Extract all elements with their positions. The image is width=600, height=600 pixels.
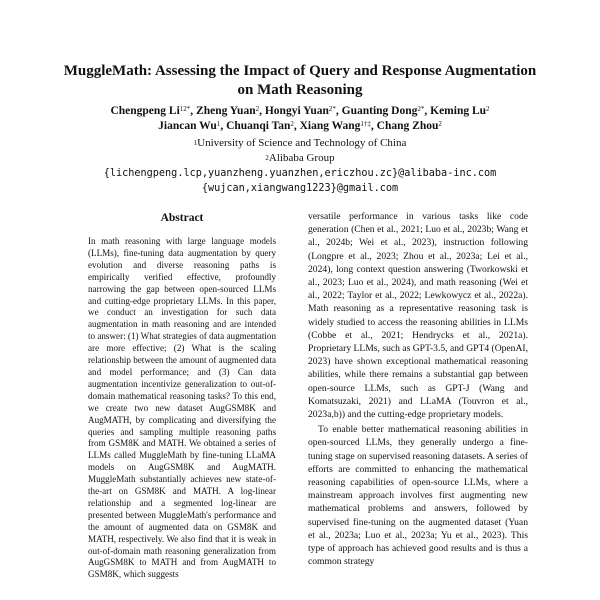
author-affiliation-mark: 2 (255, 105, 260, 113)
affiliation-list (0, 136, 600, 166)
author-name: Jiancan Wu (158, 120, 217, 132)
author-name: Hongyi Yuan (264, 105, 329, 117)
author-affiliation-mark: 2 (290, 120, 294, 128)
introduction-column (308, 210, 528, 568)
author-name: Chang Zhou (376, 120, 439, 132)
author-name: Guanting Dong (341, 105, 418, 117)
author-affiliation-mark: 1†‡ (360, 120, 371, 128)
author-affiliation-mark: 2 (486, 105, 490, 113)
author-name: Chengpeng Li (110, 105, 180, 117)
abstract-heading: Abstract (160, 212, 204, 224)
authors-line-1: Chengpeng $Li^{12*}$, Zheng Yuan$^2$, Hongyi Yuan$^{2*}$, Guanting Dong$^{2*}$, Keming Lu$^2$ (110, 105, 490, 117)
affiliation (0, 136, 600, 151)
author-affiliation-mark: 2* (417, 105, 425, 113)
author-affiliation-mark: 12* (179, 105, 191, 113)
contact-emails (0, 166, 600, 196)
paper-title (0, 62, 600, 100)
affiliation (0, 151, 600, 166)
email-line-2: {wujcan,xiangwang1223}@gmail.com (201, 183, 399, 194)
intro-paragraph: versatile performance in various tasks like code generation (Chen et al., 2021; Luo et al., 2023b; Wang et al., 2024b; Wei et al., 2023), instruction following (Longpre et al., 2023; Zhou et al., 2023a; Lei et al., 2024), long context question answering (Tworkowski et al., 2023; Luo et al., 2024), and math reasoning (Wei et al., 2022; Taylor et al., 2022; Lewkowycz et al., 2022a). Math reasoning as a representative reasoning task is widely studied to access the reasoning abilities in LLMs (Cobbe et al., 2021; Hendrycks et al., 2021a). Proprietary LLMs, such as GPT-3.5, and GPT4 (OpenAI, 2023) have shown exceptional mathematical reasoning abilities, while there remains a substantial gap between open-source LLMs, such as GPT-J (Wang and Komatsuzaki, 2021) and LLaMA (Touvron et al., 2023a,b)) and the cutting-edge proprietary models. (308, 211, 529, 421)
author-name: Xiang Wang (299, 120, 361, 132)
title-line-2: on Math Reasoning (237, 82, 363, 98)
email-line-1: {lichengpeng.lcp,yuanzheng.yuanzhen,ericzhou.zc}@alibaba-inc.com (103, 168, 497, 179)
author-affiliation-mark: 2* (328, 105, 336, 113)
affiliation-name: University of Science and Technology of China (197, 137, 407, 149)
author-affiliation-mark: 2 (438, 120, 442, 128)
abstract-text: In math reasoning with large language models (LLMs), fine-tuning data augmentation by query evolution and diverse reasoning paths is empirically verified effective, profoundly narrowing the gap between open-sourced LLMs and cutting-edge proprietary LLMs. In this paper, we conduct an investigation for such data augmentation in math reasoning and are intended to answer: (1) What strategies of data augmentation are more effective; (2) What is the scaling relationship between the amount of augmented data and model performance; and (3) Can data augmentation incentivize generalization to out-of-domain mathematical reasoning tasks? To this end, we create two new dataset AugGSM8K and AugMATH, by complicating and diversifying the queries and sampling multiple reasoning paths from GSM8K and MATH. We obtained a series of LLMs called MuggleMath by fine-tuning LLaMA models on AugGSM8K and AugMATH. MuggleMath substantially achieves new state-of-the-art on GSM8K and MATH. A log-linear relationship and a segmented log-linear are presented between MuggleMath's performance and the amount of augmented data on GSM8K and MATH, respectively. We also find that it is weak in out-of-domain math reasoning generalization from AugGSM8K to MATH and from AugMATH to GSM8K, which suggests (88, 236, 276, 580)
affiliation-mark: 2 (265, 154, 269, 162)
affiliation-name: Alibaba Group (268, 152, 335, 164)
author-name: Zheng Yuan (196, 105, 256, 117)
author-name: Keming Lu (430, 105, 487, 117)
author-name: Chuanqi Tan (226, 120, 291, 132)
author-list (0, 104, 600, 134)
authors-line-2: Jiancan Wu$^1$, Chuanqi Tan$^2$, Xiang Wang$^{1\dagger\ddagger}$, Chang Zhou$^2$ (158, 120, 442, 132)
title-line-1: MuggleMath: Assessing the Impact of Query and Response Augmentation (63, 63, 537, 79)
intro-paragraph: To enable better mathematical reasoning abilities in open-sourced LLMs, they generally undergo a fine-tuning stage on supervised reasoning datasets. A series of efforts are committed to enhancing the mathematical reasoning capabilities of open-source LLMs, where a mainstream approach involves first augmenting new mathematical problems and answers, followed by supervised fine-tuning on the augmented dataset (Yuan et al., 2023a; Luo et al., 2023a; Yu et al., 2023). This type of approach has achieved good results and is thus a common strategy (308, 424, 528, 568)
affiliation-mark: 1 (193, 139, 198, 147)
author-affiliation-mark: 1 (216, 120, 221, 128)
